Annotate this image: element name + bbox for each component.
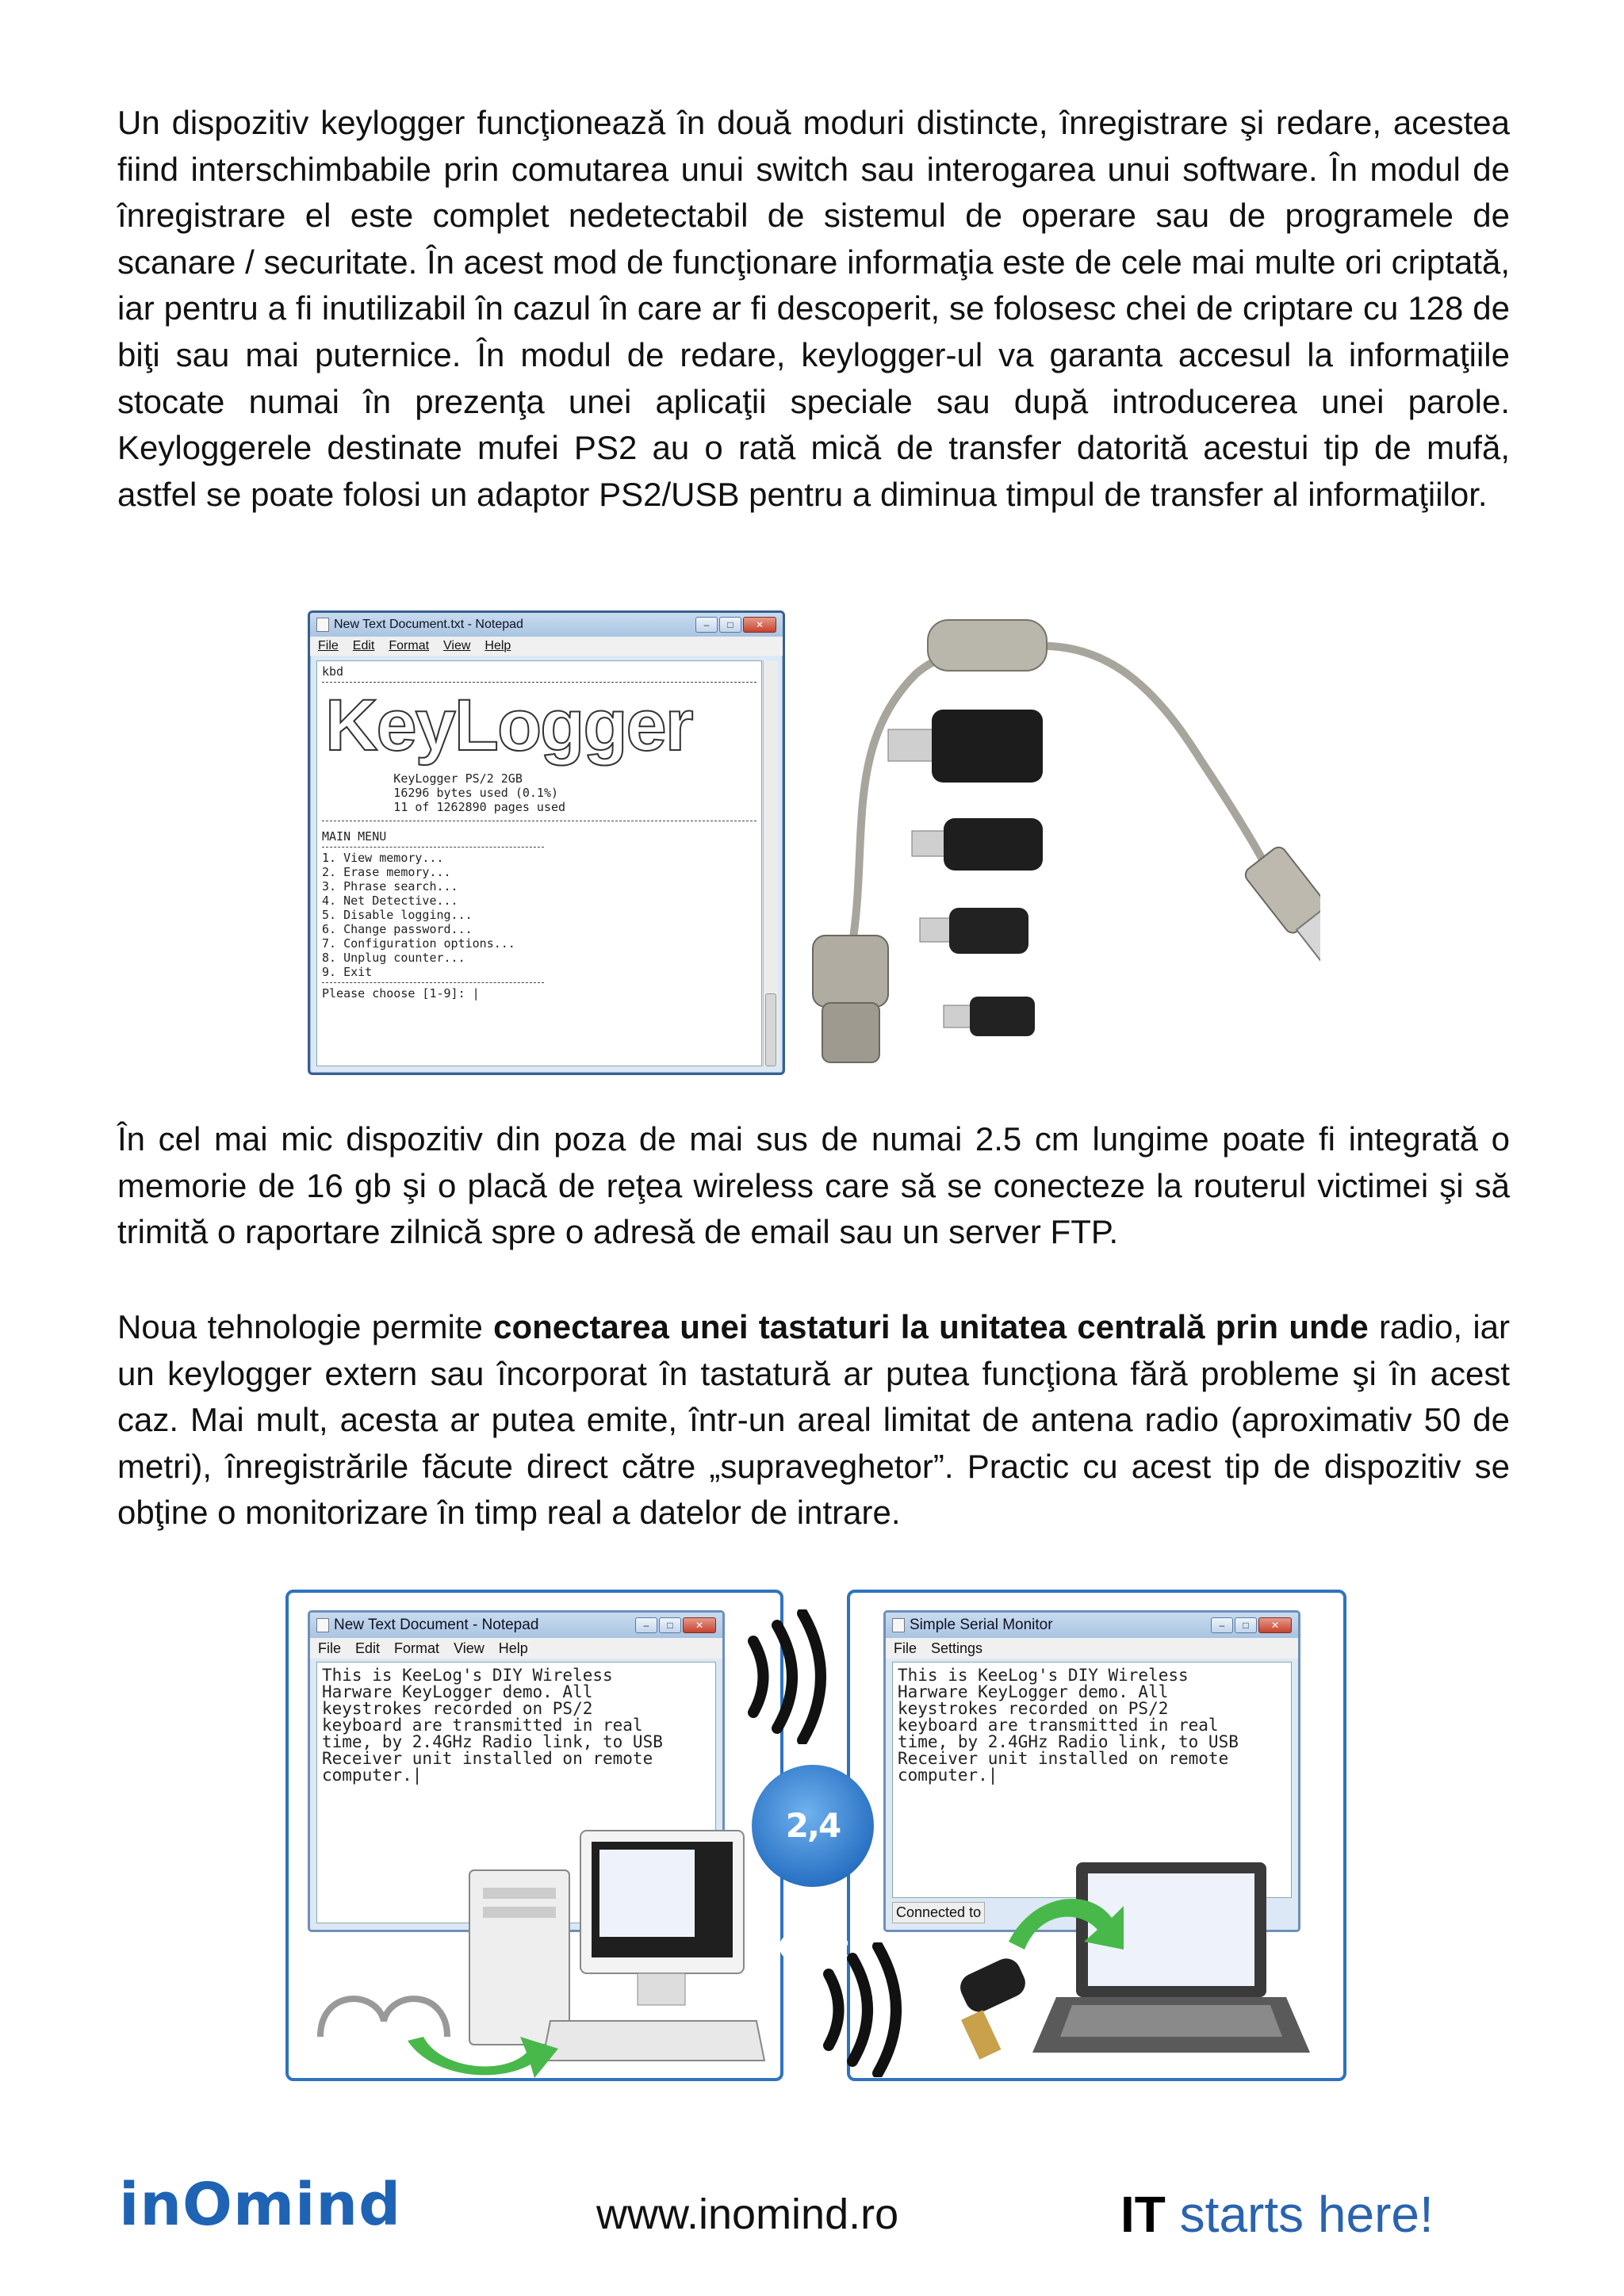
paragraph-wireless: Noua tehnologie permite conectarea unei tastaturi la unitatea centrală prin unde radio, iar un keylogger extern sau încorporat în tastatură ar putea funcţiona fără probleme şi în acest caz. Mai mult, acesta ar putea emite, într-un areal limitat de antena radio (aproximativ 50 de metri), înregistrările făcute direct către „supraveghetor”. Practic cu acest tip de dispozitiv se obţine o monitorizare în timp real a datelor de intrare. [117,1308,1510,1532]
ferrite-core [928,620,1047,671]
notepad-titlebar [310,613,783,637]
usb-keylogger-small [920,908,1028,954]
menu-help: Help [498,1640,528,1656]
kbd-line: kbd [322,664,344,679]
sender-panel [285,1590,783,2081]
keylogger-ascii-logo: KeyLogger [325,685,692,766]
menu-file: File [318,1640,342,1656]
frequency-badge: 2,4 GHz [752,1765,874,1887]
paragraph-smallest-device: În cel mai mic dispozitiv din poza de mai sus de numai 2.5 cm lungime poate fi integrată o memorie de 16 gb şi o placă de reţea wireless care să se conecteze la routerul victimei şi să trimită o raportare zilnică spre o adresă de email sau un server FTP. [117,1120,1510,1251]
notepad-scrollbar [763,660,778,1066]
menu-view: View [454,1640,485,1656]
menu-edit: Edit [355,1640,381,1656]
radio-waves-top-icon [737,1609,841,1744]
notepad-menubar [310,637,783,656]
radio-waves-bottom-icon [813,1942,916,2077]
menu-help: Help [485,639,511,652]
receiver-title: Simple Serial Monitor [910,1617,1053,1633]
keylogger-devices-illustration [781,603,1320,1078]
usb-keylogger-large [888,710,1043,783]
receiver-panel [847,1590,1346,2081]
usb-keylogger-medium [912,818,1043,871]
menu-format: Format [389,639,430,652]
usb-keylogger-tiny [944,997,1035,1036]
notepad-title: New Text Document.txt - Notepad [334,618,523,631]
device-info: KeyLogger PS/2 2GB 16296 bytes used (0.1%) 11 of 1262890 pages used [393,771,566,814]
menu-file: File [894,1640,917,1656]
main-menu-items: 1. View memory... 2. Erase memory... 3. Phrase search... 4. Net Detective... 5. Disable logging... 6. Change password... 7. Configuration options... 8. Unplug counter... 9. Exit [322,851,515,979]
keylogger-notepad-window [308,610,785,1075]
maximize-icon: □ [659,1617,681,1633]
sender-text-area: This is KeeLog's DIY Wireless Harware KeyLogger demo. All keystrokes recorded on PS/2 keyboard are transmitted in real time, by 2.4GHz Radio link, to USB Receiver unit installed on remote computer.| [316,1662,716,1923]
notepad-text-area [316,660,762,1066]
connection-status: Connected to [892,1902,985,1923]
slogan-it: IT [1120,2186,1166,2243]
receiver-text-area: This is KeeLog's DIY Wireless Harware KeyLogger demo. All keystrokes recorded on PS/2 keyboard are transmitted in real time, by 2.4GHz Radio link, to USB Receiver unit installed on remote computer.| [892,1662,1292,1898]
ps2-connector [813,936,888,1062]
close-icon: ✕ [1258,1617,1292,1633]
menu-edit: Edit [352,639,375,652]
slogan-rest: starts here! [1165,2186,1434,2243]
main-menu-title: MAIN MENU [322,829,387,844]
minimize-icon: – [635,1617,657,1633]
laptop-illustration [850,1593,1343,2078]
menu-view: View [443,639,471,652]
slogan [1120,2185,1434,2244]
menu-format: Format [394,1640,440,1656]
inomind-logo: inOmind [119,2171,402,2239]
usb-connector [1243,844,1320,978]
sender-title: New Text Document - Notepad [334,1617,539,1633]
menu-settings: Settings [931,1640,983,1656]
notepad-icon [316,618,329,632]
paragraph-intro: Un dispozitiv keylogger funcţionează în două moduri distincte, înregistrare şi redare, acestea fiind interschimbabile prin comutarea unui switch sau interogarea unui software. În modul de înregistrare el este complet nedetectabil de sistemul de operare sau de programele de scanare / securitate. În acest mod de funcţionare informaţia este de cele mai multe ori criptată, iar pentru a fi inutilizabil în cazul în care ar fi descoperit, se folosesc chei de criptare cu 128 de biţi sau mai puternice. În modul de redare, keylogger-ul va garanta accesul la informaţiile stocate numai în prezenţa unei aplicaţii speciale sau după introducerea unei parole. Keyloggerele destinate mufei PS2 au o rată mică de transfer datorită acestui tip de mufă, astfel se poate folosi un adaptor PS2/USB pentru a diminua timpul de transfer al informaţiilor. [117,104,1510,513]
maximize-icon: □ [1235,1617,1257,1633]
website-url: www.inomind.ro [596,2191,899,2238]
menu-file: File [318,639,339,652]
maximize-icon: □ [719,617,741,633]
close-icon: ✕ [683,1617,716,1633]
close-icon: ✕ [743,617,776,633]
desktop-pc-illustration [289,1593,780,2078]
minimize-icon: – [695,617,718,633]
menu-prompt: Please choose [1-9]: | [322,986,480,1001]
minimize-icon: – [1211,1617,1233,1633]
bold-phrase: conectarea unei tastaturi la unitatea centrală prin unde [493,1308,1369,1345]
